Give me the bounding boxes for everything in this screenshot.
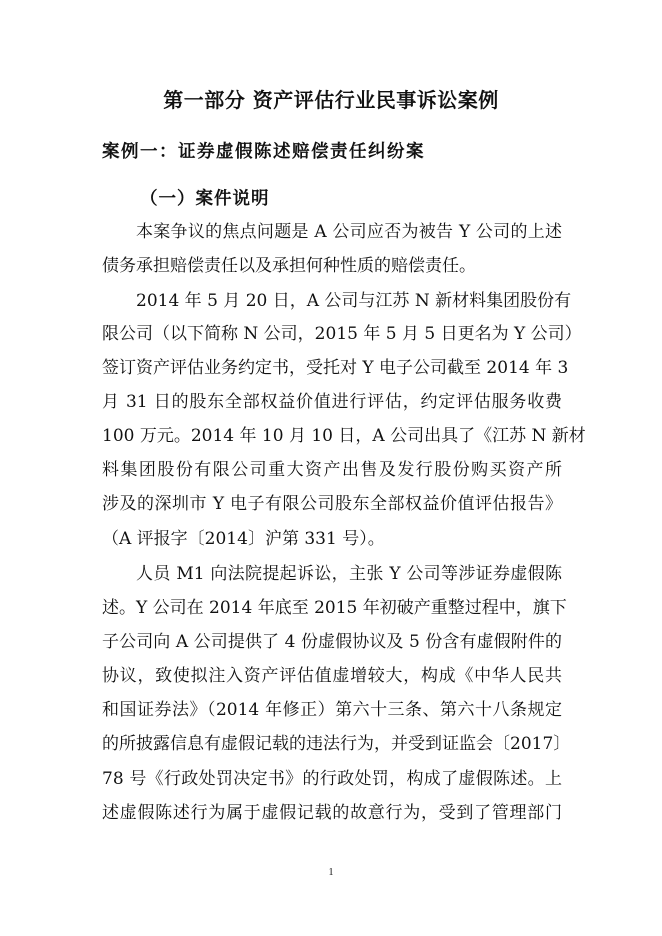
paragraph-line: 债务承担赔偿责任以及承担何种性质的赔偿责任。 xyxy=(102,256,476,276)
paragraph-line: 述虚假陈述行为属于虚假记载的故意行为，受到了管理部门 xyxy=(102,803,562,823)
page-title: 第一部分 资产评估行业民事诉讼案例 xyxy=(163,88,499,112)
paragraph-line: 签订资产评估业务约定书，受托对 Y 电子公司截至 2014 年 3 xyxy=(102,358,569,378)
paragraph-line: 限公司（以下简称 N 公司，2015 年 5 月 5 日更名为 Y 公司） xyxy=(102,324,582,344)
paragraph-line: 人员 M1 向法院提起诉讼，主张 Y 公司等涉证券虚假陈 xyxy=(136,564,562,584)
paragraph-line: （A 评报字〔2014〕沪第 331 号）。 xyxy=(102,529,385,549)
case-heading: 案例一：证券虚假陈述赔偿责任纠纷案 xyxy=(102,142,425,162)
paragraph-line: 78 号《行政处罚决定书》的行政处罚，构成了虚假陈述。上 xyxy=(102,769,562,789)
paragraph-line: 的所披露信息有虚假记载的违法行为，并受到证监会〔2017〕 xyxy=(102,734,571,754)
paragraph-line: 涉及的深圳市 Y 电子有限公司股东全部权益价值评估报告》 xyxy=(102,494,562,514)
paragraph-line: 100 万元。2014 年 10 月 10 日，A 公司出具了《江苏 N 新材 xyxy=(102,426,586,446)
paragraph-line: 月 31 日的股东全部权益价值进行评估，约定评估服务收费 xyxy=(102,392,562,412)
section-heading: （一）案件说明 xyxy=(140,189,270,209)
paragraph-line: 2014 年 5 月 20 日，A 公司与江苏 N 新材料集团股份有 xyxy=(136,291,572,311)
page-number: 1 xyxy=(328,867,334,878)
paragraph-line: 协议，致使拟注入资产评估值虚增较大，构成《中华人民共 xyxy=(102,666,562,686)
paragraph-line: 料集团股份有限公司重大资产出售及发行股份购买资产所 xyxy=(102,460,562,480)
paragraph-line: 本案争议的焦点问题是 A 公司应否为被告 Y 公司的上述 xyxy=(136,222,562,242)
paragraph-line: 和国证券法》（2014 年修正）第六十三条、第六十八条规定 xyxy=(102,700,562,720)
paragraph-line: 述。Y 公司在 2014 年底至 2015 年初破产重整过程中，旗下 xyxy=(102,598,567,618)
paragraph-line: 子公司向 A 公司提供了 4 份虚假协议及 5 份含有虚假附件的 xyxy=(102,632,562,652)
